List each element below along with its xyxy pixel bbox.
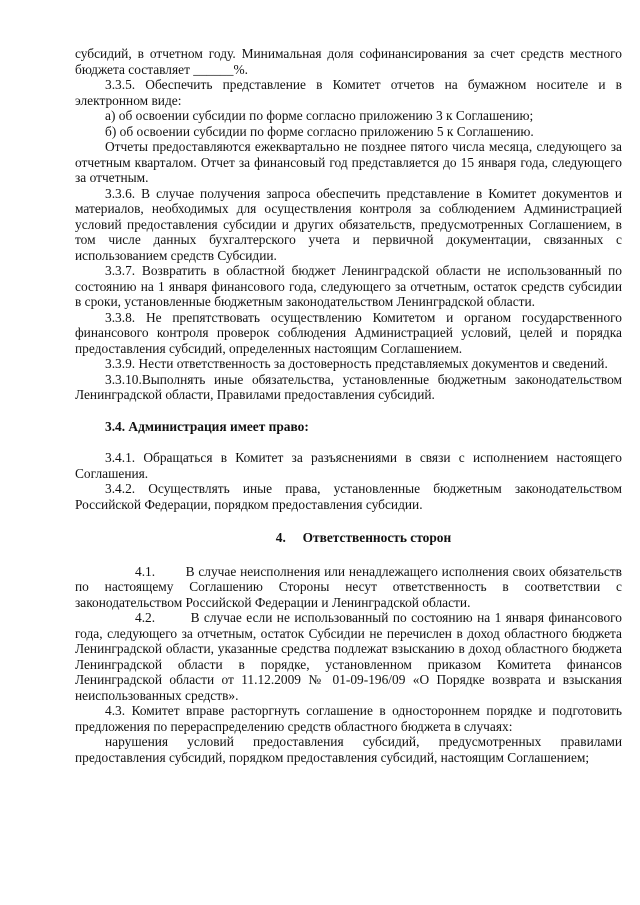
spacer xyxy=(75,512,622,530)
paragraph-4-3-a: нарушения условий предоставления субсидий, предусмотренных правилами предоставления субсидий, порядком предоставления субсидий, настоящим Соглашением; xyxy=(75,734,622,765)
spacer xyxy=(75,403,622,419)
section-heading-3-4: 3.4. Администрация имеет право: xyxy=(105,418,309,434)
section-heading-4 xyxy=(75,530,622,546)
paragraph-3-3-9: 3.3.9. Нести ответственность за достоверность представляемых документов и сведений. xyxy=(105,356,608,371)
paragraph-reports: Отчеты предоставляются ежеквартально не позднее пятого числа месяца, следующего за отчетным кварталом. Отчет за финансовый год представляется до 15 января года, следующего за отчетным. xyxy=(75,139,622,185)
paragraph-text: В случае неисполнения или ненадлежащего исполнения своих обязательств по настоящему Соглашению Стороны несут ответственность в соответствии с законодательством Российской Федерации и Ленинградской области. xyxy=(75,563,623,610)
paragraph-3-4-2: 3.4.2. Осуществлять иные права, установленные бюджетным законодательством Российской Федерации, порядком предоставления субсидии. xyxy=(75,481,622,512)
section-number: 4. xyxy=(275,530,286,545)
spacer xyxy=(75,434,622,450)
paragraph-3-4-1: 3.4.1. Обращаться в Комитет за разъяснениями в связи с исполнением настоящего Соглашения. xyxy=(75,450,622,481)
paragraph-3-3-5-a: а) об освоении субсидии по форме согласно приложению 3 к Соглашению; xyxy=(105,108,534,123)
paragraph-4-2 xyxy=(75,610,622,703)
paragraph-3-3-6: 3.3.6. В случае получения запроса обеспечить представление в Комитет документов и материалов, необходимых для осуществления контроля за соблюдением Администрацией условий предоставления субсидии и других обязательств, предусмотренных Соглашением, в том числе данных бухгалтерского учета и первичной документации, связанных с использованием средств Субсидии. xyxy=(75,185,622,263)
paragraph-3-3-5-b: б) об освоении субсидии по форме согласно приложению 5 к Соглашению. xyxy=(105,123,534,139)
paragraph-3-3-5: 3.3.5. Обеспечить представление в Комитет отчетов на бумажном носителе и в электронном виде: xyxy=(75,77,622,108)
paragraph-3-3-10: 3.3.10.Выполнять иные обязательства, установленные бюджетным законодательством Ленинградской области, Правилами предоставления субсидий. xyxy=(75,371,622,402)
paragraph-3-3-8: 3.3.8. Не препятствовать осуществлению Комитетом и органом государственного финансового контроля проверок соблюдения Администрацией условий, целей и порядка предоставления субсидий, определенных настоящим Соглашением. xyxy=(75,309,622,356)
paragraph-3-3-7: 3.3.7. Возвратить в областной бюджет Ленинградской области не использованный по состоянию на 1 января финансового года, следующего за отчетным, остаток средств субсидии в сроки, установленные бюджетным законодательством Ленинградской области. xyxy=(75,263,622,309)
paragraph-4-1 xyxy=(75,564,622,611)
paragraph-continuation: субсидий, в отчетном году. Минимальная доля софинансирования за счет средств местного бюджета составляет ______%. xyxy=(75,46,622,77)
section-title: Ответственность сторон xyxy=(302,530,452,545)
paragraph-number: 4.1. xyxy=(135,563,156,579)
spacer xyxy=(75,546,622,564)
paragraph-number: 4.2. xyxy=(135,610,156,625)
paragraph-4-3: 4.3. Комитет вправе расторгнуть соглашение в одностороннем порядке и подготовить предложения по перераспределению средств областного бюджета в случаях: xyxy=(75,703,622,734)
paragraph-text: В случае если не использованный по состоянию на 1 января финансового года, следующего за отчетным, остаток Субсидии не перечислен в доход областного бюджета Ленинградской области, указанные средства подлежат взысканию в доход областного бюджета Ленинградской области в порядке, установленном приказом Комитета финансов Ленинградской области от 11.12.2009 № 01-09-196/09 «О Порядке возврата и взыскания неиспользованных средств». xyxy=(75,610,623,703)
document-body xyxy=(75,46,622,765)
